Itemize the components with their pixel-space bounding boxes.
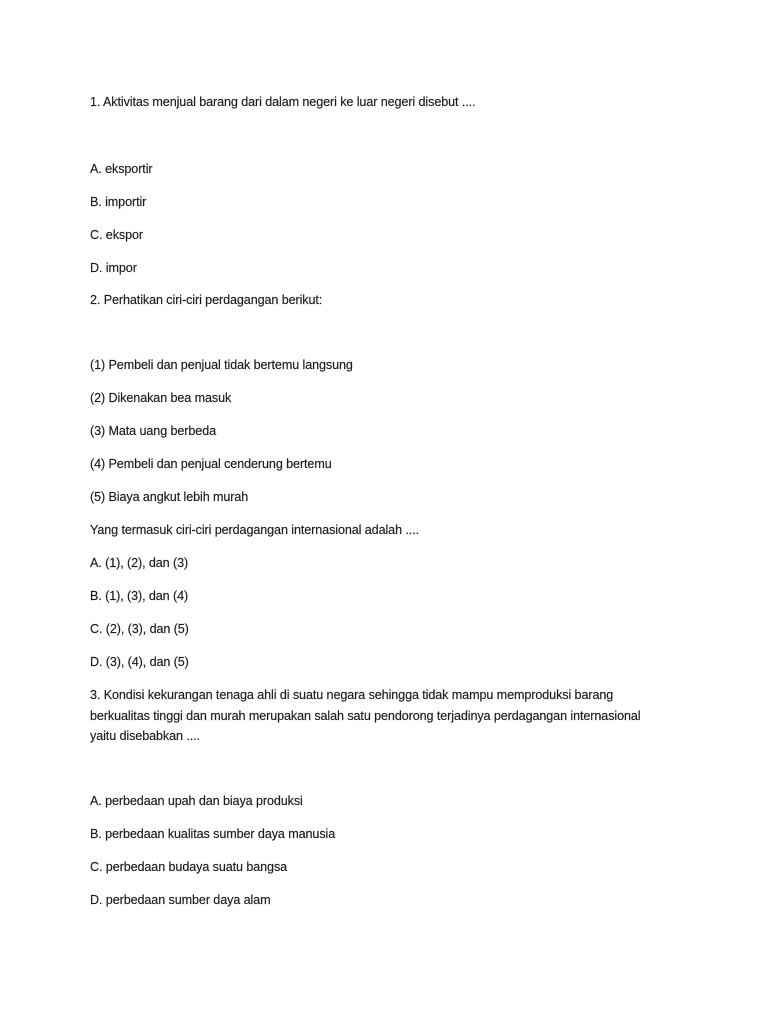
question-2-stem: Yang termasuk ciri-ciri perdagangan internasional adalah .... [90, 523, 419, 537]
question-3-line-1: 3. Kondisi kekurangan tenaga ahli di suatu negara sehingga tidak mampu memproduksi barang [90, 688, 614, 702]
question-1-option-c: C. ekspor [90, 228, 143, 242]
question-3-text [90, 685, 690, 747]
question-3-option-a: A. perbedaan upah dan biaya produksi [90, 794, 303, 808]
question-1-option-a: A. eksportir [90, 162, 153, 176]
question-3-line-3: yaitu disebabkan .... [90, 729, 200, 743]
question-3-option-c: C. perbedaan budaya suatu bangsa [90, 860, 288, 874]
question-2-statement-1: (1) Pembeli dan penjual tidak bertemu langsung [90, 358, 353, 372]
question-1-option-d: D. impor [90, 261, 137, 275]
question-1-text: 1. Aktivitas menjual barang dari dalam negeri ke luar negeri disebut .... [90, 95, 476, 109]
question-3-option-d: D. perbedaan sumber daya alam [90, 893, 271, 907]
question-2-statement-5: (5) Biaya angkut lebih murah [90, 490, 249, 504]
question-2-statement-3: (3) Mata uang berbeda [90, 424, 217, 438]
question-2-option-a: A. (1), (2), dan (3) [90, 556, 189, 570]
question-2-text: 2. Perhatikan ciri-ciri perdagangan berikut: [90, 293, 323, 307]
question-2-option-c: C. (2), (3), dan (5) [90, 622, 189, 636]
question-2-option-d: D. (3), (4), dan (5) [90, 655, 189, 669]
question-2-statement-4: (4) Pembeli dan penjual cenderung bertemu [90, 457, 332, 471]
question-3-line-2: berkualitas tinggi dan murah merupakan salah satu pendorong terjadinya perdagangan internasional [90, 708, 641, 723]
question-1-option-b: B. importir [90, 195, 147, 209]
question-2-option-b: B. (1), (3), dan (4) [90, 589, 189, 603]
question-3-option-b: B. perbedaan kualitas sumber daya manusia [90, 827, 336, 841]
question-2-statement-2: (2) Dikenakan bea masuk [90, 391, 232, 405]
